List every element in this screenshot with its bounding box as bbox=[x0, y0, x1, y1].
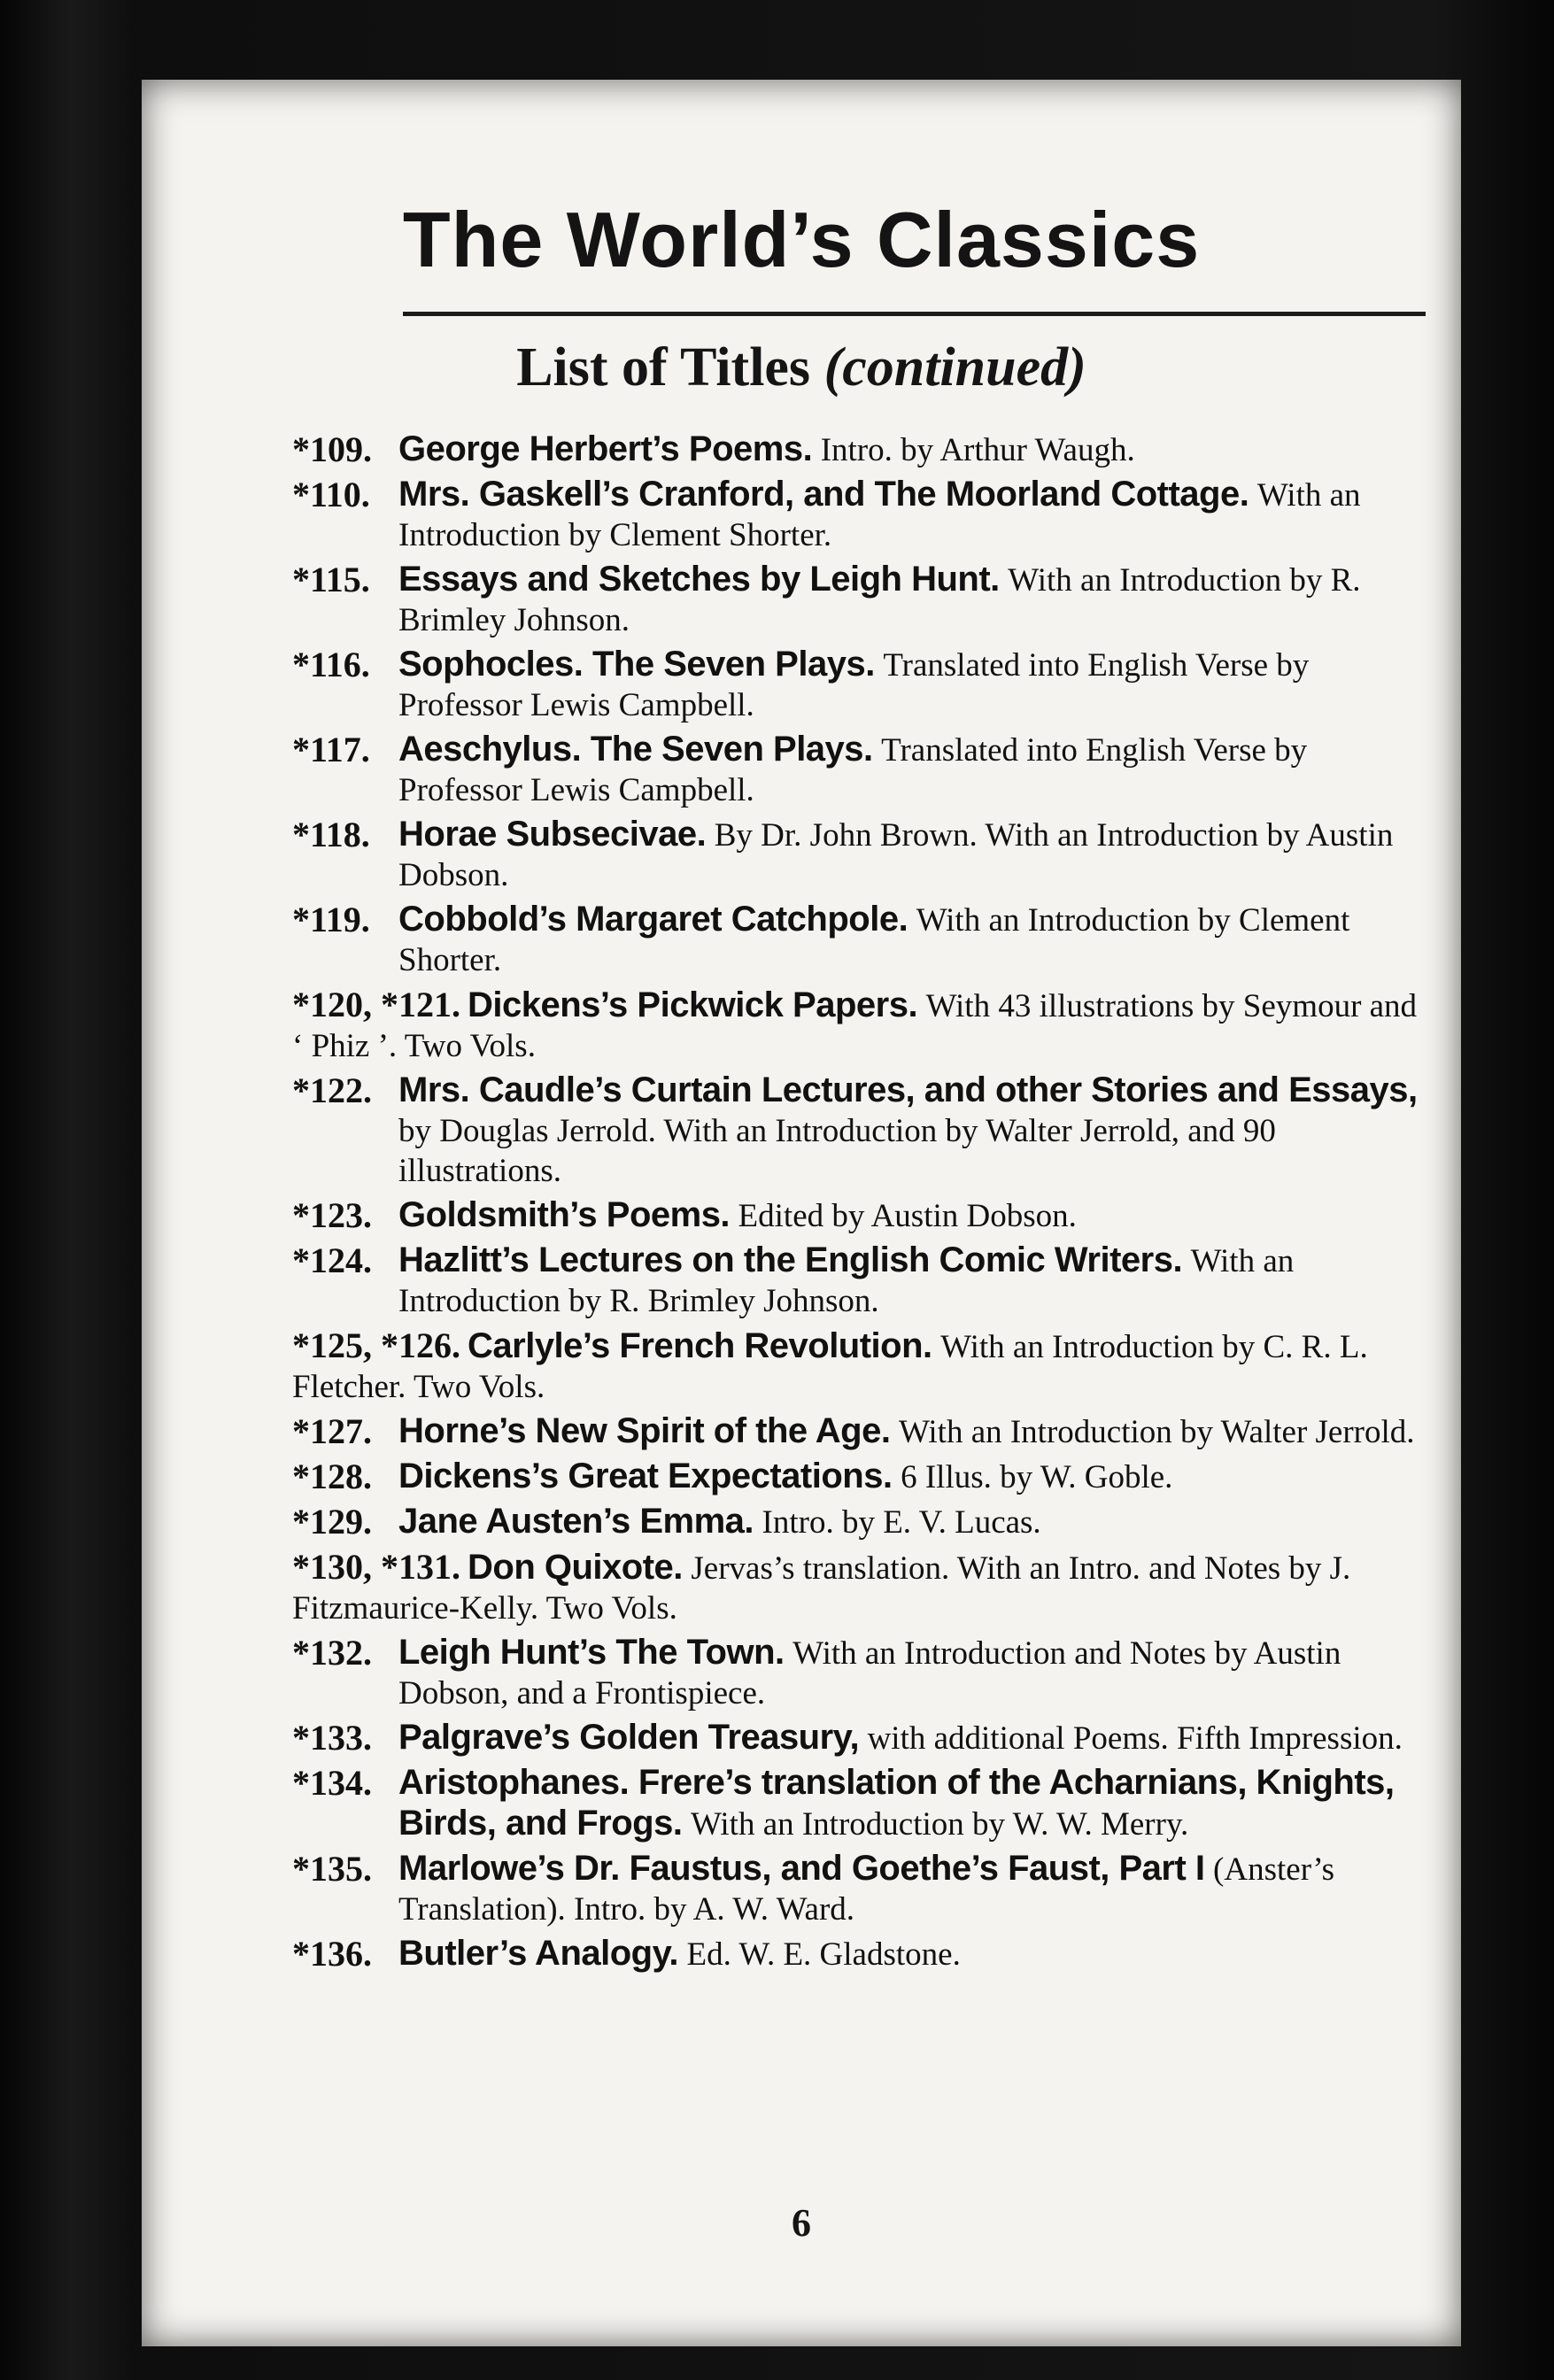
entry-details: With an Introduction and Notes by Austin Dobson, and a Frontispiece. bbox=[398, 1635, 1341, 1712]
entry-title: Jane Austen’s Emma. bbox=[398, 1502, 754, 1541]
entry-details: By Dr. John Brown. With an Introduction by Austin Dobson. bbox=[398, 817, 1394, 893]
entry-number: *119. bbox=[292, 900, 370, 939]
list-item bbox=[292, 1934, 1426, 1974]
list-heading-continued: (continued) bbox=[823, 337, 1086, 398]
list-item bbox=[292, 985, 1426, 1066]
entry-title: Butler’s Analogy. bbox=[398, 1934, 678, 1973]
entry-title: Carlyle’s French Revolution. bbox=[468, 1326, 932, 1365]
list-heading-main: List of Titles bbox=[516, 337, 811, 398]
entry-number: *109. bbox=[292, 429, 372, 469]
entry-number: *134. bbox=[292, 1763, 372, 1803]
list-item bbox=[292, 730, 1426, 810]
list-item bbox=[292, 1502, 1426, 1542]
entry-number: *117. bbox=[292, 730, 370, 769]
entry-number: *127. bbox=[292, 1411, 372, 1451]
entry-title: George Herbert’s Poems. bbox=[398, 429, 813, 468]
list-item bbox=[292, 900, 1426, 980]
entry-details: Intro. by E. V. Lucas. bbox=[762, 1504, 1041, 1541]
entry-details: With an Introduction by Walter Jerrold. bbox=[898, 1414, 1415, 1450]
entry-details: With an Introduction by R. Brimley Johnson. bbox=[398, 1243, 1295, 1319]
entry-title: Aeschylus. The Seven Plays. bbox=[398, 730, 873, 769]
list-item bbox=[292, 645, 1426, 725]
list-heading bbox=[142, 336, 1461, 399]
entry-title: Cobbold’s Margaret Catchpole. bbox=[398, 900, 908, 939]
title-list bbox=[292, 429, 1426, 1979]
entry-details: with additional Poems. Fifth Impression. bbox=[867, 1720, 1403, 1757]
list-item bbox=[292, 1849, 1426, 1929]
entry-number: *116. bbox=[292, 645, 370, 684]
list-item bbox=[292, 560, 1426, 640]
entry-title: Don Quixote. bbox=[468, 1548, 683, 1587]
list-item bbox=[292, 429, 1426, 470]
entry-details: With an Introduction by C. R. L. Fletcher. Two Vols. bbox=[292, 1329, 1368, 1405]
entry-title: Essays and Sketches by Leigh Hunt. bbox=[398, 560, 1000, 599]
entry-title: Mrs. Caudle’s Curtain Lectures, and other Stories and Essays, bbox=[398, 1070, 1418, 1109]
list-item bbox=[292, 475, 1426, 555]
entry-details: by Douglas Jerrold. With an Introduction by Walter Jerrold, and 90 illustrations. bbox=[398, 1113, 1276, 1189]
list-item bbox=[292, 1411, 1426, 1452]
list-item bbox=[292, 1547, 1426, 1628]
entry-title: Marlowe’s Dr. Faustus, and Goethe’s Faust, Part I bbox=[398, 1849, 1205, 1888]
entry-number: *115. bbox=[292, 560, 370, 599]
entry-title: Horae Subsecivae. bbox=[398, 815, 707, 854]
entry-title: Hazlitt’s Lectures on the English Comic Writers. bbox=[398, 1240, 1183, 1279]
list-item bbox=[292, 1240, 1426, 1321]
list-item bbox=[292, 1718, 1426, 1758]
entry-number: *136. bbox=[292, 1934, 372, 1974]
entry-number: *110. bbox=[292, 475, 370, 514]
entry-title: Mrs. Gaskell’s Cranford, and The Moorland Cottage. bbox=[398, 475, 1249, 514]
entry-title: Leigh Hunt’s The Town. bbox=[398, 1633, 785, 1672]
list-item bbox=[292, 1195, 1426, 1236]
entry-number: *128. bbox=[292, 1457, 372, 1496]
entry-details: With an Introduction by W. W. Merry. bbox=[690, 1806, 1189, 1843]
page-number: 6 bbox=[792, 2201, 811, 2245]
entry-title: Aristophanes. Frere’s translation of the Acharnians, Knights, Birds, and Frogs. bbox=[398, 1763, 1395, 1843]
entry-details: Edited by Austin Dobson. bbox=[738, 1198, 1077, 1234]
entry-number: *122. bbox=[292, 1070, 372, 1110]
entry-number: *132. bbox=[292, 1633, 372, 1673]
entry-title: Sophocles. The Seven Plays. bbox=[398, 645, 875, 684]
entry-details: Ed. W. E. Gladstone. bbox=[686, 1936, 961, 1973]
list-item bbox=[292, 1457, 1426, 1497]
entry-details: Translated into English Verse by Professor Lewis Campbell. bbox=[398, 647, 1310, 723]
list-item bbox=[292, 1633, 1426, 1713]
entry-details: (Anster’s Translation). Intro. by A. W. Ward. bbox=[398, 1851, 1335, 1928]
list-item bbox=[292, 1763, 1426, 1844]
entry-number: *120, *121. bbox=[292, 985, 460, 1024]
entry-details: With 43 illustrations by Seymour and ‘ Phiz ’. Two Vols. bbox=[292, 988, 1418, 1064]
entry-number: *130, *131. bbox=[292, 1547, 460, 1587]
series-title: The World’s Classics bbox=[402, 196, 1201, 283]
entry-title: Palgrave’s Golden Treasury, bbox=[398, 1718, 860, 1757]
entry-details: Jervas’s translation. With an Intro. and Notes by J. Fitzmaurice-Kelly. Two Vols. bbox=[292, 1550, 1351, 1627]
list-item bbox=[292, 1325, 1426, 1407]
list-item bbox=[292, 1070, 1426, 1191]
list-item bbox=[292, 815, 1426, 895]
entry-title: Dickens’s Pickwick Papers. bbox=[468, 985, 918, 1024]
book-page bbox=[142, 80, 1461, 2346]
header-rule bbox=[403, 312, 1426, 316]
entry-number: *135. bbox=[292, 1849, 372, 1889]
entry-number: *133. bbox=[292, 1718, 372, 1758]
entry-details: Translated into English Verse by Professor Lewis Campbell. bbox=[398, 732, 1308, 808]
entry-number: *129. bbox=[292, 1502, 372, 1542]
entry-details: 6 Illus. by W. Goble. bbox=[901, 1459, 1173, 1495]
entry-number: *118. bbox=[292, 815, 370, 854]
entry-details: With an Introduction by Clement Shorter. bbox=[398, 902, 1350, 978]
entry-title: Goldsmith’s Poems. bbox=[398, 1195, 731, 1234]
entry-number: *124. bbox=[292, 1240, 372, 1280]
entry-number: *123. bbox=[292, 1195, 372, 1235]
entry-number: *125, *126. bbox=[292, 1325, 460, 1365]
entry-title: Dickens’s Great Expectations. bbox=[398, 1457, 893, 1495]
entry-details: With an Introduction by Clement Shorter. bbox=[398, 477, 1361, 553]
entry-details: Intro. by Arthur Waugh. bbox=[820, 432, 1135, 468]
entry-details: With an Introduction by R. Brimley Johnson. bbox=[398, 562, 1361, 638]
entry-title: Horne’s New Spirit of the Age. bbox=[398, 1411, 891, 1450]
